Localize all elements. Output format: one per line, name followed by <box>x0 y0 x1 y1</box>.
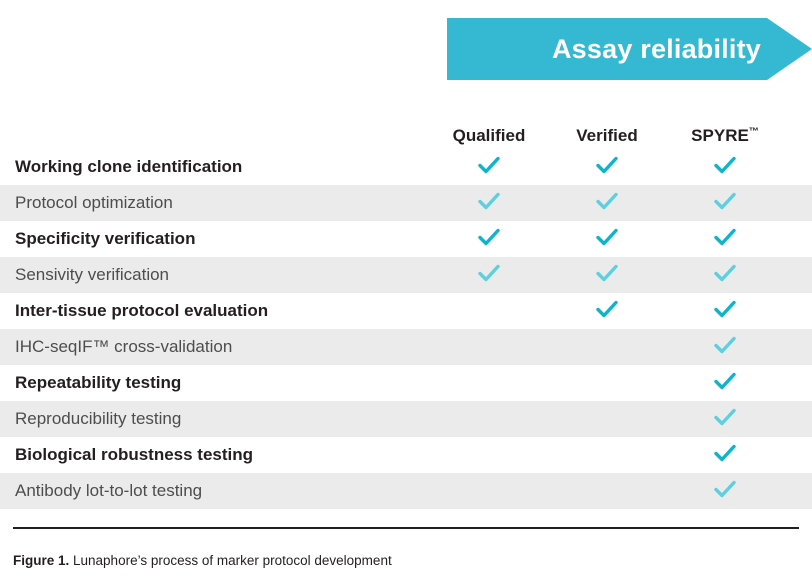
banner-title: Assay reliability <box>551 33 761 64</box>
table-row <box>0 293 812 329</box>
row-label: IHC-seqIF™ cross-validation <box>15 337 233 356</box>
row-label: Specificity verification <box>15 229 196 248</box>
column-header-verified-label: Verified <box>576 126 638 145</box>
column-header-spyre <box>666 126 784 149</box>
table-row <box>0 365 812 401</box>
row-label: Protocol optimization <box>15 193 173 212</box>
check-icon <box>714 300 736 318</box>
table-row <box>0 473 812 509</box>
cell-verified <box>548 192 666 215</box>
check-icon <box>478 192 500 210</box>
cell-qualified <box>430 156 548 179</box>
cell-spyre <box>666 408 784 431</box>
row-label: Reproducibility testing <box>15 409 182 428</box>
table-row <box>0 401 812 437</box>
caption-divider <box>13 527 799 529</box>
check-icon <box>478 156 500 174</box>
column-header-spyre-label: SPYRE <box>691 126 749 145</box>
check-icon <box>596 228 618 246</box>
table-row <box>0 329 812 365</box>
figure-caption-label: Figure 1. <box>13 553 70 568</box>
cell-spyre <box>666 336 784 359</box>
row-label: Antibody lot-to-lot testing <box>15 481 203 500</box>
check-icon <box>714 336 736 354</box>
cell-spyre <box>666 264 784 287</box>
cell-spyre <box>666 300 784 323</box>
check-icon <box>478 264 500 282</box>
cell-spyre <box>666 156 784 179</box>
check-icon <box>596 264 618 282</box>
check-icon <box>596 192 618 210</box>
column-header-verified <box>548 126 666 149</box>
row-label: Sensivity verification <box>15 265 170 284</box>
cell-verified <box>548 156 666 179</box>
check-icon <box>714 228 736 246</box>
check-icon <box>596 300 618 318</box>
check-icon <box>596 156 618 174</box>
table-body <box>0 149 812 509</box>
cell-spyre <box>666 228 784 251</box>
check-icon <box>478 228 500 246</box>
row-label: Working clone identification <box>15 157 243 176</box>
check-icon <box>714 408 736 426</box>
column-header-qualified <box>430 126 548 149</box>
assay-reliability-table <box>0 113 812 509</box>
row-label: Repeatability testing <box>15 373 182 392</box>
figure-caption-text: Lunaphore’s process of marker protocol development <box>69 553 392 568</box>
table-row <box>0 185 812 221</box>
check-icon <box>714 264 736 282</box>
cell-spyre <box>666 372 784 395</box>
table-row <box>0 257 812 293</box>
cell-verified <box>548 264 666 287</box>
cell-spyre <box>666 480 784 503</box>
assay-reliability-banner <box>447 18 812 80</box>
check-icon <box>714 444 736 462</box>
table-header-row <box>0 113 812 149</box>
cell-qualified <box>430 264 548 287</box>
table-row <box>0 149 812 185</box>
cell-verified <box>548 300 666 323</box>
cell-qualified <box>430 228 548 251</box>
row-label: Inter-tissue protocol evaluation <box>15 301 269 320</box>
check-icon <box>714 372 736 390</box>
cell-qualified <box>430 192 548 215</box>
table-row <box>0 221 812 257</box>
table-row <box>0 437 812 473</box>
check-icon <box>714 480 736 498</box>
column-header-qualified-label: Qualified <box>452 126 526 145</box>
cell-spyre <box>666 444 784 467</box>
check-icon <box>714 192 736 210</box>
check-icon <box>714 156 736 174</box>
figure-caption <box>13 553 392 568</box>
trademark-symbol: ™ <box>748 126 759 138</box>
row-label: Biological robustness testing <box>15 445 254 464</box>
cell-spyre <box>666 192 784 215</box>
cell-verified <box>548 228 666 251</box>
